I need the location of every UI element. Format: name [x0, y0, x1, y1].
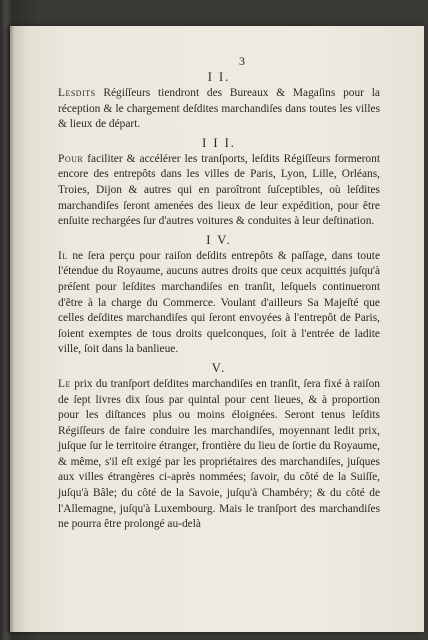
page-text [58, 54, 380, 535]
page-number: 3 [239, 54, 245, 68]
article-heading: I V. [206, 232, 232, 247]
article-paragraph [58, 86, 380, 133]
paragraph-lead-word: Lesdits [58, 87, 96, 99]
paragraph-text: ne ſera perçu pour raiſon deſdits entrepôts & paſſage, dans toute l'étendue du Royaume, aucuns autres droits que ceux acquittés juſqu'à préſent pour leſdites marchandiſes en tranſit, leſquels continueront d'être à la charge du Commerce. Voulant d'ailleurs Sa Majeſté que celles deſdites marchandiſes qui ſeront envoyées à l'entrepôt de Paris, ſoient exemptes de tous droits quelconques, ſoit à l'entrée de ladite ville, ſoit dans la banlieue. [58, 249, 380, 356]
paragraph-lead-word: Le [58, 377, 71, 390]
paragraph-text: faciliter & accélérer les tranſports, leſdits Régiſſeurs formeront encore des entrepôts dans les villes de Paris, Lyon, Lille, Orléans, Troies, Dijon & autres qui en paroîtront ſuſceptibles, où leſdites marchandiſes ſeront amenées des lieux de leur expédition, pour être enſuite rechargées ſur d'autres voitures & conduites à leur deſtination. [58, 152, 380, 228]
paragraph-text: Régiſſeurs tiendront des Bureaux & Magaſins pour la réception & le chargement deſdites marchandiſes dans toutes les villes & lieux de départ. [58, 87, 380, 131]
article-paragraph [58, 152, 380, 230]
page-gutter-edge [10, 26, 15, 632]
paragraph-text: prix du tranſport deſdites marchandiſes en tranſit, ſera fixé à raiſon de ſept livres dix ſous par quintal pour cent lieues, & à proportion pour les diſtances plus ou moins éloignées. Seront tenus leſdits Régiſſeurs de faire conduire les marchandiſes, moyennant ledit prix, juſque ſur le territoire étranger, frontière du lieu de ſortie du Royaume, & même, s'il eſt exigé par les propriétaires des marchandiſes, juſques aux villes étrangères ci-après nommées; ſavoir, du côté de la Suiſſe, juſqu'à Bâle; du côté de la Savoie, juſqu'à Chambéry; & du côté de l'Allemagne, juſqu'à Luxembourg. Mais le tranſport des marchandiſes ne pourra être prolongé au-delà [58, 377, 380, 531]
paragraph-lead-word: Pour [58, 152, 84, 165]
paragraph-lead-word: Il [58, 249, 68, 262]
article-paragraph [58, 377, 380, 533]
article-heading: I I. [207, 70, 231, 84]
article-heading: V. [211, 360, 227, 375]
article-paragraph [58, 249, 380, 358]
article-heading: I I I. [202, 135, 236, 150]
